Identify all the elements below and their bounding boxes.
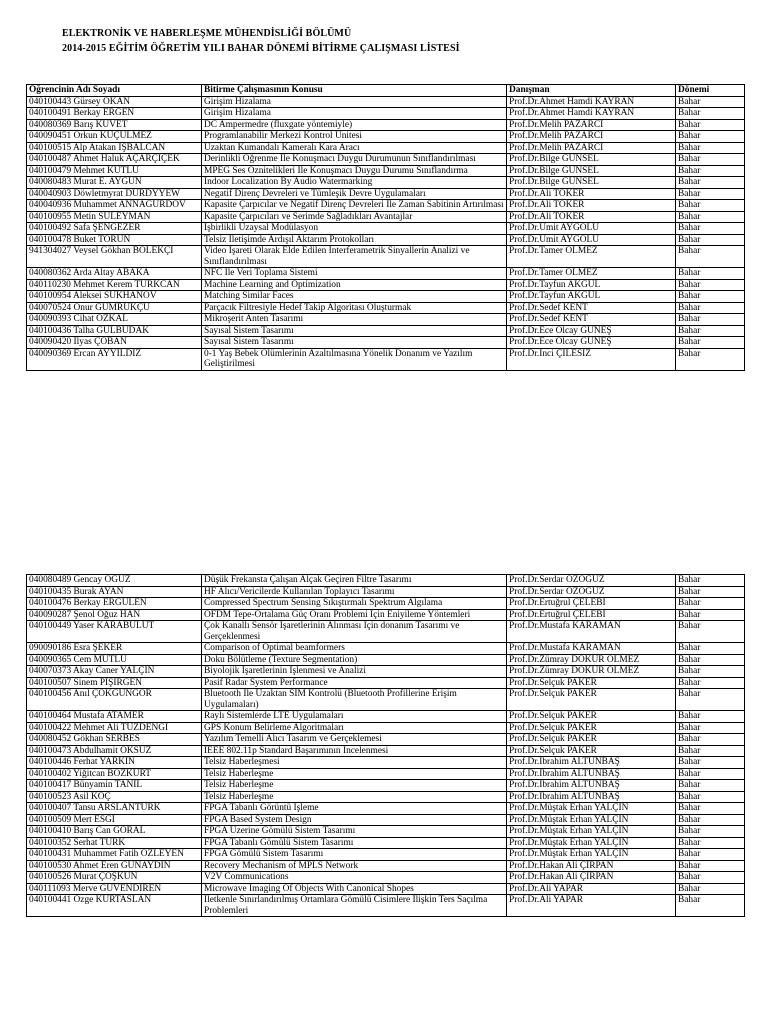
document-subtitle: 2014-2015 EĞİTİM ÖĞRETİM YILI BAHAR DÖNEMİ BİTİRME ÇALIŞMASI LİSTESİ <box>62 43 460 54</box>
topic-cell: İşbirlikli Uzaysal Modülasyon <box>202 223 507 235</box>
topic-cell: Girişim Hizalama <box>202 108 507 120</box>
advisor-cell: Prof.Dr.Ali TOKER <box>507 211 676 223</box>
topic-cell: 0-1 Yaş Bebek Ölümlerinin Azaltılmasına Yönelik Donanım ve Yazılım Geliştirilmesi <box>202 348 507 370</box>
table-row <box>27 96 745 108</box>
student-cell: 040080452 Gökhan SERBES <box>27 734 202 746</box>
term-cell: Bahar <box>676 814 745 826</box>
advisor-cell: Prof.Dr.Sedef KENT <box>507 314 676 326</box>
term-cell: Bahar <box>676 291 745 303</box>
advisor-cell: Prof.Dr.Serdar ÖZOĞUZ <box>507 575 676 587</box>
topic-cell: Parçacık Filtresiyle Hedef Takip Algoritası Oluşturmak <box>202 302 507 314</box>
advisor-cell: Prof.Dr.İbrahim ALTUNBAŞ <box>507 757 676 769</box>
table-row <box>27 211 745 223</box>
term-cell: Bahar <box>676 223 745 235</box>
topic-cell: Machine Learning and Optimization <box>202 279 507 291</box>
topic-cell: NFC İle Veri Toplama Sistemi <box>202 268 507 280</box>
term-cell: Bahar <box>676 246 745 268</box>
student-cell: 040040903 Döwletmyrat DURDYYEW <box>27 188 202 200</box>
thesis-table-2 <box>26 574 745 917</box>
topic-cell: FPGA Based System Design <box>202 814 507 826</box>
advisor-cell: Prof.Dr.Ali YAPAR <box>507 895 676 917</box>
student-cell: 040100509 Mert ESGİ <box>27 814 202 826</box>
advisor-cell: Prof.Dr.Bilge GÜNSEL <box>507 165 676 177</box>
advisor-cell: Prof.Dr.Ümit AYGÖLÜ <box>507 234 676 246</box>
topic-cell: Uzaktan Kumandalı Kameralı Kara Aracı <box>202 142 507 154</box>
term-cell: Bahar <box>676 791 745 803</box>
student-cell: 040100456 Anıl ÇOKGÜNGÖR <box>27 689 202 711</box>
topic-cell: FPGA Üzerine Gömülü Sistem Tasarımı <box>202 826 507 838</box>
student-cell: 090090186 Esra ŞEKER <box>27 643 202 655</box>
topic-cell: HF Alıcı/Vericilerde Kullanılan Toplayıcı Tasarımı <box>202 586 507 598</box>
topic-cell: Doku Bölütleme (Texture Segmentation) <box>202 654 507 666</box>
topic-cell: Kapasite Çarpıcılar ve Negatif Direnç Devreleri İle Zaman Sabitinin Artırılması <box>202 200 507 212</box>
table-row <box>27 223 745 235</box>
advisor-cell: Prof.Dr.Hakan Ali ÇIRPAN <box>507 872 676 884</box>
table-row <box>27 200 745 212</box>
table-row <box>27 188 745 200</box>
advisor-cell: Prof.Dr.Bilge GÜNSEL <box>507 154 676 166</box>
advisor-cell: Prof.Dr.Melih PAZARCI <box>507 131 676 143</box>
advisor-cell: Prof.Dr.Ahmet Hamdi KAYRAN <box>507 108 676 120</box>
term-cell: Bahar <box>676 268 745 280</box>
table-row <box>27 895 745 917</box>
topic-cell: Pasif Radar System Performance <box>202 677 507 689</box>
student-cell: 040080483 Murat E. AYGÜN <box>27 177 202 189</box>
table-row <box>27 654 745 666</box>
student-cell: 040100402 Yiğitcan BOZKURT <box>27 768 202 780</box>
term-cell: Bahar <box>676 348 745 370</box>
term-cell: Bahar <box>676 621 745 643</box>
advisor-cell: Prof.Dr.Sedef KENT <box>507 302 676 314</box>
topic-cell: Compressed Spectrum Sensing Sıkıştırmalı Spektrum Algılama <box>202 598 507 610</box>
student-cell: 040100407 Tansu ARSLANTÜRK <box>27 803 202 815</box>
column-header-term: Dönemi <box>676 85 745 97</box>
student-cell: 040040936 Muhammet ANNAGURDOV <box>27 200 202 212</box>
table-row <box>27 154 745 166</box>
student-cell: 040100441 Özge KURTASLAN <box>27 895 202 917</box>
student-cell: 040100479 Mehmet KUTLU <box>27 165 202 177</box>
student-cell: 040090420 İlyas ÇOBAN <box>27 337 202 349</box>
advisor-cell: Prof.Dr.Ece Olcay GÜNEŞ <box>507 325 676 337</box>
term-cell: Bahar <box>676 883 745 895</box>
advisor-cell: Prof.Dr.Hakan Ali ÇIRPAN <box>507 860 676 872</box>
student-cell: 040070524 Onur GÜMRÜKÇÜ <box>27 302 202 314</box>
term-cell: Bahar <box>676 188 745 200</box>
table-row <box>27 348 745 370</box>
term-cell: Bahar <box>676 895 745 917</box>
topic-cell: Raylı Sistemlerde LTE Uygulamaları <box>202 711 507 723</box>
student-cell: 040100492 Safa ŞENGEZER <box>27 223 202 235</box>
topic-cell: Çok Kanallı Sensör İşaretlerinin Alınması İçin donanım Tasarımı ve Gerçeklenmesi <box>202 621 507 643</box>
table-row <box>27 291 745 303</box>
topic-cell: Telsiz Haberleşme <box>202 768 507 780</box>
table-row <box>27 814 745 826</box>
student-cell: 040090365 Cem MUTLU <box>27 654 202 666</box>
term-cell: Bahar <box>676 677 745 689</box>
term-cell: Bahar <box>676 211 745 223</box>
table-row <box>27 609 745 621</box>
advisor-cell: Prof.Dr.Selçuk PAKER <box>507 734 676 746</box>
table-row <box>27 803 745 815</box>
topic-cell: İletkenle Sınırlandırılmış Ortamlara Gömülü Cisimlere İlişkin Ters Saçılma Problemleri <box>202 895 507 917</box>
term-cell: Bahar <box>676 803 745 815</box>
table-row <box>27 598 745 610</box>
table-row <box>27 849 745 861</box>
table-row <box>27 883 745 895</box>
advisor-cell: Prof.Dr.Tayfun AKGÜL <box>507 279 676 291</box>
student-cell: 040070373 Akay Caner YALÇIN <box>27 666 202 678</box>
table-row <box>27 165 745 177</box>
student-cell: 040100464 Mustafa ATAMER <box>27 711 202 723</box>
student-cell: 040111093 Merve GÜVENDİREN <box>27 883 202 895</box>
advisor-cell: Prof.Dr.Ertuğrul ÇELEBİ <box>507 609 676 621</box>
table-row <box>27 142 745 154</box>
table-row <box>27 246 745 268</box>
table-header-row <box>27 85 745 97</box>
student-cell: 040100473 Abdulhamit ÖKSÜZ <box>27 745 202 757</box>
table-row <box>27 119 745 131</box>
student-cell: 040100410 Barış Can GÖRAL <box>27 826 202 838</box>
topic-cell: Indoor Localization By Audio Watermarking <box>202 177 507 189</box>
table-row <box>27 234 745 246</box>
topic-cell: Video İşareti Olarak Elde Edilen İnterferametrik Sinyallerin Analizi ve Sınıflandırılması <box>202 246 507 268</box>
student-cell: 040100478 Buket TORUN <box>27 234 202 246</box>
table-row <box>27 860 745 872</box>
column-header-advisor: Danışman <box>507 85 676 97</box>
topic-cell: Telsiz Haberleşme <box>202 791 507 803</box>
term-cell: Bahar <box>676 826 745 838</box>
term-cell: Bahar <box>676 768 745 780</box>
advisor-cell: Prof.Dr.Müştak Erhan YALÇIN <box>507 849 676 861</box>
student-cell: 040080489 Gencay OĞUZ <box>27 575 202 587</box>
topic-cell: IEEE 802.11p Standard Başarımının İncelenmesi <box>202 745 507 757</box>
term-cell: Bahar <box>676 609 745 621</box>
column-header-topic: Bitirme Çalışmasının Konusu <box>202 85 507 97</box>
student-cell: 040090369 Ercan AYYILDIZ <box>27 348 202 370</box>
student-cell: 040080362 Arda Altay ABAKA <box>27 268 202 280</box>
term-cell: Bahar <box>676 860 745 872</box>
advisor-cell: Prof.Dr.Ece Olcay GÜNEŞ <box>507 337 676 349</box>
table-row <box>27 757 745 769</box>
student-cell: 040090287 Şenol Oğuz HAN <box>27 609 202 621</box>
table-row <box>27 314 745 326</box>
student-cell: 040090393 Cihat ÖZKAL <box>27 314 202 326</box>
term-cell: Bahar <box>676 643 745 655</box>
advisor-cell: Prof.Dr.Tamer ÖLMEZ <box>507 246 676 268</box>
advisor-cell: Prof.Dr.İnci ÇİLESİZ <box>507 348 676 370</box>
advisor-cell: Prof.Dr.Müştak Erhan YALÇIN <box>507 837 676 849</box>
advisor-cell: Prof.Dr.Melih PAZARCI <box>507 142 676 154</box>
table-row <box>27 826 745 838</box>
student-cell: 040100523 Asil KOÇ <box>27 791 202 803</box>
student-cell: 040100417 Bünyamin TANIL <box>27 780 202 792</box>
student-cell: 040100526 Murat ÇOŞKUN <box>27 872 202 884</box>
term-cell: Bahar <box>676 119 745 131</box>
term-cell: Bahar <box>676 302 745 314</box>
topic-cell: Telsiz İletişimde Ardışıl Aktarım Protokolları <box>202 234 507 246</box>
advisor-cell: Prof.Dr.Selçuk PAKER <box>507 677 676 689</box>
advisor-cell: Prof.Dr.Mustafa KARAMAN <box>507 621 676 643</box>
advisor-cell: Prof.Dr.Ali YAPAR <box>507 883 676 895</box>
student-cell: 040090451 Orkun KÜÇÜLMEZ <box>27 131 202 143</box>
term-cell: Bahar <box>676 654 745 666</box>
term-cell: Bahar <box>676 165 745 177</box>
topic-cell: FPGA Gömülü Sistem Tasarımı <box>202 849 507 861</box>
advisor-cell: Prof.Dr.Mustafa KARAMAN <box>507 643 676 655</box>
student-cell: 040100443 Gürsey OKAN <box>27 96 202 108</box>
table-row <box>27 575 745 587</box>
student-cell: 040100515 Alp Atakan İŞBALCAN <box>27 142 202 154</box>
table-row <box>27 666 745 678</box>
topic-cell: FPGA Tabanlı Gömülü Sistem Tasarımı <box>202 837 507 849</box>
term-cell: Bahar <box>676 598 745 610</box>
topic-cell: Microwave Imaging Of Objects With Canonical Shopes <box>202 883 507 895</box>
advisor-cell: Prof.Dr.Selçuk PAKER <box>507 745 676 757</box>
term-cell: Bahar <box>676 780 745 792</box>
term-cell: Bahar <box>676 745 745 757</box>
topic-cell: Mikroşerit Anten Tasarımı <box>202 314 507 326</box>
term-cell: Bahar <box>676 337 745 349</box>
topic-cell: Kapasite Çarpıcıları ve Serimde Sağladıkları Avantajlar <box>202 211 507 223</box>
topic-cell: Bluetooth İle Uzaktan SIM Kontrolü (Bluetooth Profillerine Erişim Uygulamaları) <box>202 689 507 711</box>
topic-cell: Yazılım Temelli Alıcı Tasarım ve Gerçeklemesi <box>202 734 507 746</box>
student-cell: 040100431 Muhammet Fatih ÖZLEYEN <box>27 849 202 861</box>
table-row <box>27 177 745 189</box>
advisor-cell: Prof.Dr.İbrahim ALTUNBAŞ <box>507 768 676 780</box>
advisor-cell: Prof.Dr.İbrahim ALTUNBAŞ <box>507 791 676 803</box>
student-cell: 040100491 Berkay ERGEN <box>27 108 202 120</box>
table-row <box>27 722 745 734</box>
term-cell: Bahar <box>676 711 745 723</box>
student-cell: 040080369 Barış KUVET <box>27 119 202 131</box>
advisor-cell: Prof.Dr.Müştak Erhan YALÇIN <box>507 803 676 815</box>
term-cell: Bahar <box>676 757 745 769</box>
student-cell: 040100422 Mehmet Ali TÜZDENGİ <box>27 722 202 734</box>
term-cell: Bahar <box>676 142 745 154</box>
table-row <box>27 711 745 723</box>
topic-cell: Comparison of Optimal beamformers <box>202 643 507 655</box>
table-row <box>27 337 745 349</box>
advisor-cell: Prof.Dr.Tamer ÖLMEZ <box>507 268 676 280</box>
table-row <box>27 621 745 643</box>
advisor-cell: Prof.Dr.Selçuk PAKER <box>507 711 676 723</box>
table-row <box>27 302 745 314</box>
table-row <box>27 689 745 711</box>
table-row <box>27 745 745 757</box>
student-cell: 040100476 Berkay ERGÜLEN <box>27 598 202 610</box>
term-cell: Bahar <box>676 314 745 326</box>
topic-cell: MPEG Ses Öznitelikleri İle Konuşmacı Duygu Durumu Sınıflandırma <box>202 165 507 177</box>
advisor-cell: Prof.Dr.Serdar ÖZOĞUZ <box>507 586 676 598</box>
table-row <box>27 768 745 780</box>
term-cell: Bahar <box>676 849 745 861</box>
topic-cell: Recovery Mechanism of MPLS Network <box>202 860 507 872</box>
term-cell: Bahar <box>676 872 745 884</box>
topic-cell: DC Ampermedre (fluxgate yöntemiyle) <box>202 119 507 131</box>
table-row <box>27 791 745 803</box>
topic-cell: Düşük Frekansta Çalışan Alçak Geçiren Filtre Tasarımı <box>202 575 507 587</box>
topic-cell: Negatif Direnç Devreleri ve Tümleşik Devre Uygulamaları <box>202 188 507 200</box>
advisor-cell: Prof.Dr.Müştak Erhan YALÇIN <box>507 814 676 826</box>
term-cell: Bahar <box>676 722 745 734</box>
student-cell: 040100435 Burak AYAN <box>27 586 202 598</box>
term-cell: Bahar <box>676 96 745 108</box>
table-row <box>27 108 745 120</box>
advisor-cell: Prof.Dr.Müştak Erhan YALÇIN <box>507 826 676 838</box>
document-title: ELEKTRONİK VE HABERLEŞME MÜHENDİSLİĞİ BÖLÜMÜ <box>62 28 352 39</box>
table-row <box>27 643 745 655</box>
student-cell: 040100507 Sinem PİŞİRGEN <box>27 677 202 689</box>
term-cell: Bahar <box>676 154 745 166</box>
term-cell: Bahar <box>676 108 745 120</box>
topic-cell: Matching Similar Faces <box>202 291 507 303</box>
term-cell: Bahar <box>676 131 745 143</box>
term-cell: Bahar <box>676 575 745 587</box>
table-row <box>27 677 745 689</box>
table-row <box>27 268 745 280</box>
advisor-cell: Prof.Dr.Melih PAZARCI <box>507 119 676 131</box>
table-row <box>27 279 745 291</box>
term-cell: Bahar <box>676 177 745 189</box>
table-row <box>27 325 745 337</box>
advisor-cell: Prof.Dr.Ertuğrul ÇELEBİ <box>507 598 676 610</box>
term-cell: Bahar <box>676 234 745 246</box>
term-cell: Bahar <box>676 666 745 678</box>
advisor-cell: Prof.Dr.Ahmet Hamdi KAYRAN <box>507 96 676 108</box>
topic-cell: Sayısal Sistem Tasarımı <box>202 337 507 349</box>
advisor-cell: Prof.Dr.Selçuk PAKER <box>507 722 676 734</box>
term-cell: Bahar <box>676 586 745 598</box>
thesis-table-1 <box>26 84 745 371</box>
topic-cell: Derinlikli Öğrenme İle Konuşmacı Duygu Durumunun Sınıflandırılması <box>202 154 507 166</box>
topic-cell: OFDM Tepe-Ortalama Güç Oranı Problemi İçin Eniyileme Yöntemleri <box>202 609 507 621</box>
table-row <box>27 872 745 884</box>
advisor-cell: Prof.Dr.Ali TOKER <box>507 200 676 212</box>
term-cell: Bahar <box>676 200 745 212</box>
thesis-table-2-body <box>27 575 745 917</box>
thesis-table-1-body <box>27 96 745 370</box>
topic-cell: Girişim Hizalama <box>202 96 507 108</box>
advisor-cell: Prof.Dr.İbrahim ALTUNBAŞ <box>507 780 676 792</box>
student-cell: 040100487 Ahmet Haluk AÇARÇİÇEK <box>27 154 202 166</box>
term-cell: Bahar <box>676 734 745 746</box>
table-row <box>27 734 745 746</box>
table-row <box>27 837 745 849</box>
student-cell: 040100446 Ferhat YARKIN <box>27 757 202 769</box>
advisor-cell: Prof.Dr.Ümit AYGÖLÜ <box>507 223 676 235</box>
column-header-student: Öğrencinin Adı Soyadı <box>27 85 202 97</box>
student-cell: 941304027 Veysel Gökhan BÖLEKÇİ <box>27 246 202 268</box>
term-cell: Bahar <box>676 279 745 291</box>
topic-cell: Biyolojik İşaretlerinin İşlenmesi ve Analizi <box>202 666 507 678</box>
table-row <box>27 586 745 598</box>
table-row <box>27 131 745 143</box>
student-cell: 040100352 Serhat TÜRK <box>27 837 202 849</box>
topic-cell: Sayısal Sistem Tasarımı <box>202 325 507 337</box>
advisor-cell: Prof.Dr.Bilge GÜNSEL <box>507 177 676 189</box>
table-row <box>27 780 745 792</box>
student-cell: 040100436 Talha GÜLBUDAK <box>27 325 202 337</box>
advisor-cell: Prof.Dr.Selçuk PAKER <box>507 689 676 711</box>
topic-cell: Telsiz Haberleşme <box>202 780 507 792</box>
topic-cell: GPS Konum Belirleme Algoritmaları <box>202 722 507 734</box>
advisor-cell: Prof.Dr.Tayfun AKGÜL <box>507 291 676 303</box>
term-cell: Bahar <box>676 325 745 337</box>
topic-cell: FPGA Tabanlı Görüntü İşleme <box>202 803 507 815</box>
term-cell: Bahar <box>676 689 745 711</box>
student-cell: 040100954 Aleksei SUKHANOV <box>27 291 202 303</box>
topic-cell: V2V Communications <box>202 872 507 884</box>
topic-cell: Telsiz Haberleşmesi <box>202 757 507 769</box>
advisor-cell: Prof.Dr.Zümray DOKUR ÖLMEZ <box>507 654 676 666</box>
student-cell: 040110230 Mehmet Kerem TÜRKCAN <box>27 279 202 291</box>
student-cell: 040100530 Ahmet Eren GÜNAYDIN <box>27 860 202 872</box>
student-cell: 040100449 Yaser KARABULUT <box>27 621 202 643</box>
student-cell: 040100955 Metin SÜLEYMAN <box>27 211 202 223</box>
term-cell: Bahar <box>676 837 745 849</box>
advisor-cell: Prof.Dr.Ali TOKER <box>507 188 676 200</box>
topic-cell: Programlanabilir Merkezi Kontrol Ünitesi <box>202 131 507 143</box>
advisor-cell: Prof.Dr.Zümray DOKUR ÖLMEZ <box>507 666 676 678</box>
